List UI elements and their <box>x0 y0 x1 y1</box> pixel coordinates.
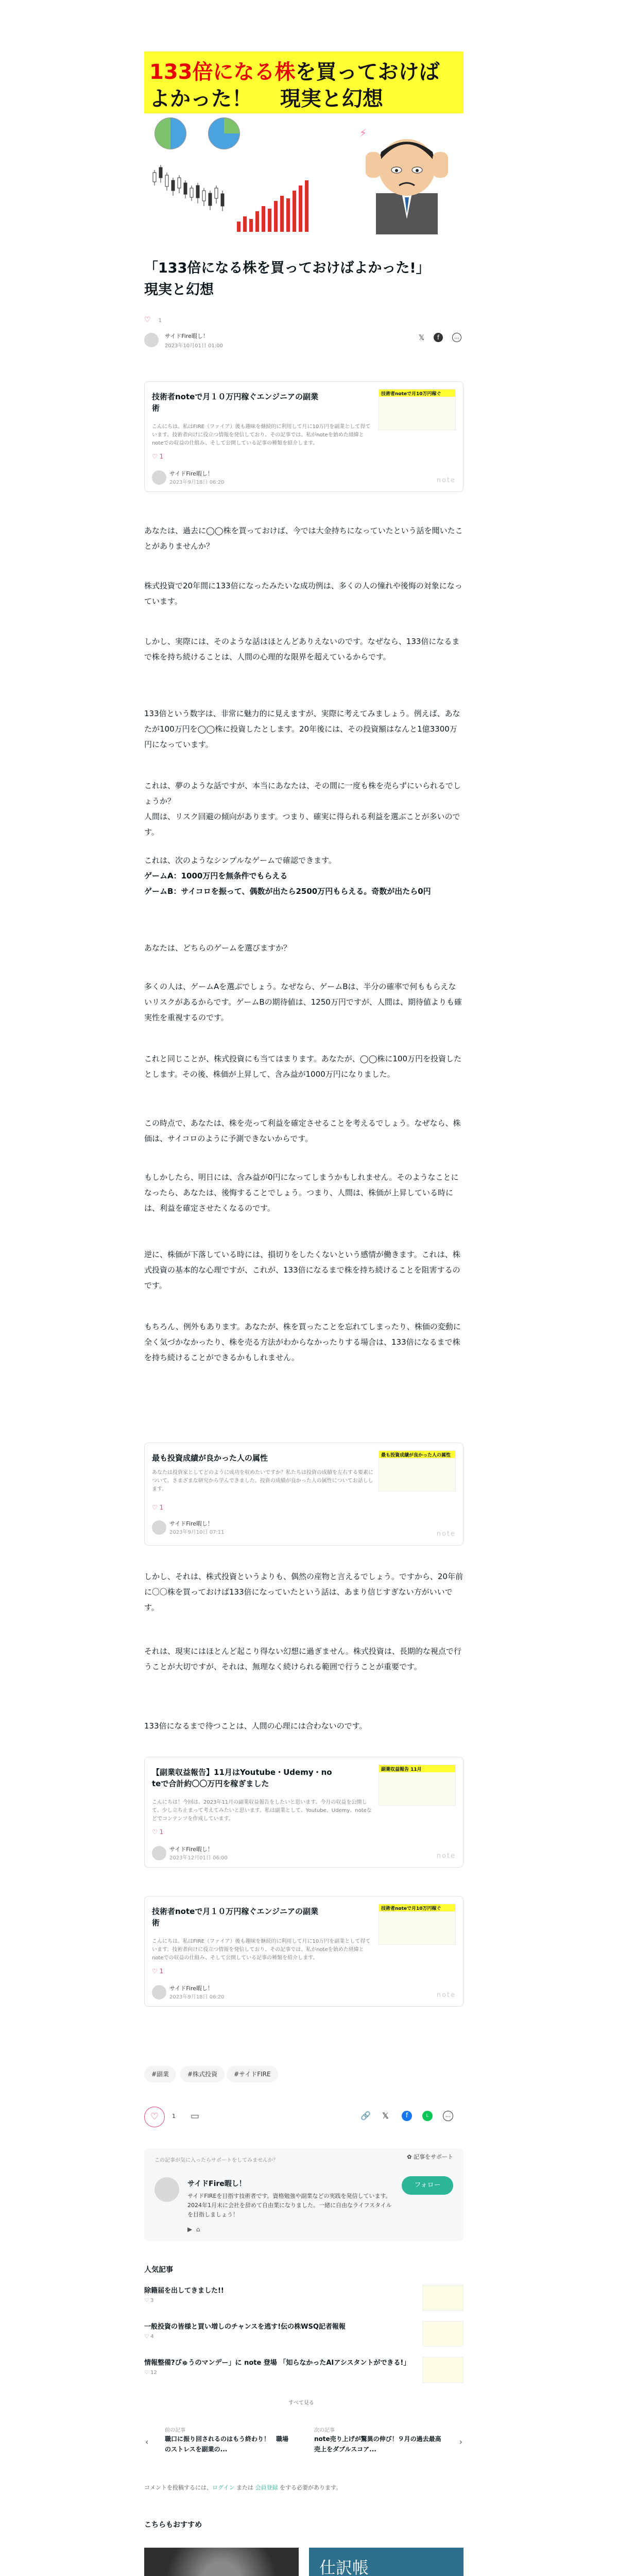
like-count-row <box>144 314 464 324</box>
embed-card[interactable]: 技術者noteで月１０万円稼ぐエンジニアの副業 術 こんにちは。私はFIRE（ファイア）後も趣味を継続的に利用して月に10万円を副業として得ています。技術者向けに役立つ情報を発信しており、その記事では、私がnoteを始めた経緯とnoteでの収益の仕組み、そして公開している記事の種類を紹介します。 技術者noteで月10万円稼ぐ ♡ 1 サイドFire暇し！ 2023年9月18日 06:20 note <box>144 1896 464 2007</box>
follow-button[interactable]: フォロー <box>402 2176 453 2195</box>
card-title: 技術者noteで月１０万円稼ぐエンジニアの副業 術 <box>152 392 318 413</box>
comment-icon[interactable]: ▭ <box>191 2111 200 2122</box>
paragraph: しかし、それは、株式投資というよりも、偶然の産物と言えるでしょう。ですから、20年前に〇〇株を買っておけば133倍になっていたという話は、あまり信じすぎない方がいいです。 <box>144 1572 463 1612</box>
card-date: 2023年9月10日 07:11 <box>169 1530 225 1535</box>
card-description: こんにちは。私はFIRE（ファイア）後も趣味を継続的に利用して月に10万円を副業として得ています。技術者向けに役立つ情報を発信しており、その記事では、私がnoteを始めた経緯とnoteでの収益の仕組み、そして公開している記事の種類を紹介します。 <box>152 1939 371 1961</box>
like-count: 1 <box>172 2113 176 2120</box>
chevron-right-icon: › <box>459 2437 462 2447</box>
paragraph: これと同じことが、株式投資にも当てはまります。あなたが、◯◯株に100万円を投資したとします。その後、株価が上昇して、含み益が1000万円になりました。 <box>144 1054 462 1079</box>
card-title: 最も投資成績が良かった人の属性 <box>152 1453 268 1463</box>
heart-icon: ♡ <box>152 1968 158 1975</box>
heart-icon: ♡ <box>152 1504 158 1511</box>
paragraph: あなたは、どちらのゲームを選びますか？ <box>144 943 291 953</box>
header-image <box>144 52 464 237</box>
popular-thumbnail <box>422 2357 464 2383</box>
card-title: 【副業収益報告】11月はYoutube・Udemy・no teで合計約〇〇万円を稼ぎました <box>152 1768 332 1788</box>
paragraph: もしかしたら、明日には、含み益が0円になってしまうかもしれません。そのようなことになったら、あなたは、後悔することでしょう。つまり、人間は、株価が上昇している時には、利益を確定させたくなるのです。 <box>144 1173 459 1213</box>
signup-link[interactable]: 会員登録 <box>255 2484 278 2491</box>
heart-icon: ♡ <box>152 453 158 460</box>
card-thumbnail: 副業収益報告 11月 <box>379 1765 456 1806</box>
card-date: 2023年9月18日 06:20 <box>169 480 225 485</box>
card-author: サイドFire暇し！ <box>169 1520 213 1527</box>
share-line-icon[interactable]: L <box>422 2111 433 2121</box>
avatar[interactable] <box>144 333 159 347</box>
card-date: 2023年12月01日 06:00 <box>169 1855 228 1861</box>
note-logo: note <box>436 477 456 484</box>
recommend-heading: こちらもおすすめ <box>144 2521 202 2529</box>
header-banner <box>144 52 464 113</box>
share-x-icon[interactable]: 𝕏 <box>418 334 424 342</box>
card-image <box>144 2548 299 2576</box>
comment-login-prompt: コメントを投稿するには、ログイン または 会員登録 をする必要があります。 <box>144 2484 342 2491</box>
support-button[interactable]: ✿ 記事をサポート <box>407 2154 453 2160</box>
candlestick-chart-icon <box>149 149 335 237</box>
card-date: 2023年9月18日 06:20 <box>169 1994 225 2000</box>
support-heading: この記事が気に入ったらサポートをしてみませんか？ <box>154 2158 278 2163</box>
author-bio: サイドFIREを目指す技術者です。資格勉強や副業などの実践を発信しています。2024年1月末に会社を辞めて自由業になりました。一緒に自由なライフスタイルを目指しましょう！ <box>187 2193 392 2218</box>
card-description: こんにちは！今回は、2023年11月の副業収益報告をしたいと思います。今月の収益を公開して、少し立ち止まって考えてみたいと思います。私は副業として、Youtube、Udemy、noteなどでコンテンツを作成しています。 <box>152 1800 372 1822</box>
see-all-link[interactable]: すべて見る <box>288 2400 314 2406</box>
embed-card[interactable]: 【副業収益報告】11月はYoutube・Udemy・no teで合計約〇〇万円を稼ぎました こんにちは！今回は、2023年11月の副業収益報告をしたいと思います。今月の収益を公開して、少し立ち止まって考えてみたいと思います。私は副業として、Youtube、Udemy、noteなどでコンテンツを作成しています。 副業収益報告 11月 ♡ 1 サイドFire暇し！ 2023年12月01日 06:00 note <box>144 1757 464 1868</box>
heart-icon: ♡ <box>144 2370 151 2376</box>
heart-icon: ♡ <box>152 1828 158 1836</box>
more-icon[interactable]: … <box>452 333 461 342</box>
banner-text-2: よかった！ 現実と幻想 <box>149 87 383 111</box>
avatar <box>152 1520 166 1535</box>
social-icons <box>187 2226 200 2233</box>
author-name[interactable]: サイドFire暇し！ <box>165 333 209 340</box>
chevron-left-icon: ‹ <box>145 2437 149 2447</box>
card-title: 技術者noteで月１０万円稼ぐエンジニアの副業 術 <box>152 1907 318 1927</box>
hashtag[interactable]: #株式投資 <box>180 2066 225 2082</box>
paragraph: これは、夢のような話ですが、本当にあなたは、その間に一度も株を売らずにいられるでしょうか？ 人間は、リスク回避の傾向があります。つまり、確実に得られる利益を選ぶことが多いのです。 <box>144 781 461 837</box>
popular-thumbnail <box>422 2321 464 2347</box>
worried-man-illustration <box>355 116 458 234</box>
support-icon: ✿ <box>407 2154 414 2160</box>
recommend-card[interactable] <box>309 2548 464 2576</box>
pie-chart-icon <box>154 117 186 149</box>
card-author: サイドFire暇し！ <box>169 1846 213 1853</box>
card-thumbnail: 技術者noteで月10万円稼ぐ <box>379 389 456 430</box>
heart-icon: ♡ <box>144 2334 151 2340</box>
prev-article-link[interactable]: ‹ 前の記事 職口に振り回されるのはもう終わり！ 職場のストレスを副業の... <box>145 2428 289 2453</box>
game-a: ゲームA：1000万円を無条件でもらえる <box>144 871 288 880</box>
hashtag[interactable]: #サイドFIRE <box>227 2066 278 2082</box>
note-logo: note <box>436 1991 456 1999</box>
hashtag[interactable]: #副業 <box>144 2066 176 2082</box>
author-box <box>144 2148 464 2241</box>
login-link[interactable]: ログイン <box>212 2484 235 2491</box>
banner-highlight: 133倍になる株 <box>149 60 296 84</box>
action-row <box>144 2105 464 2130</box>
pie-chart-icon <box>208 117 240 149</box>
note-logo: note <box>436 1530 456 1538</box>
embed-card[interactable]: 技術者noteで月１０万円稼ぐエンジニアの副業 術 こんにちは。私はFIRE（ファイア）後も趣味を継続的に利用して月に10万円を副業として得ています。技術者向けに役立つ情報を発信しており、その記事では、私がnoteを始めた経緯とnoteでの収益の仕組み、そして公開している記事の種類を紹介します。 技術者noteで月10万円稼ぐ ♡ 1 サイドFire暇し！ 2023年9月18日 06:20 note <box>144 381 464 492</box>
share-x-icon[interactable]: 𝕏 <box>382 2111 389 2121</box>
avatar <box>152 470 166 485</box>
paragraph: 株式投資で20年間に133倍になったみたいな成功例は、多くの人の憧れや後悔の対象になっています。 <box>144 581 462 606</box>
article-meta <box>144 330 464 352</box>
paragraph: 133倍になるまで待つことは、人間の心理には合わないのです。 <box>144 1721 367 1731</box>
publish-date: 2023年10月01日 01:00 <box>165 343 223 349</box>
paragraph: 多くの人は、ゲームAを選ぶでしょう。なぜなら、ゲームBは、半分の確率で何ももらえないリスクがあるからです。ゲームBの期待値は、1250万円ですが、人間は、期待値よりも確実性を重視するのです。 <box>144 982 462 1022</box>
card-description: こんにちは。私はFIRE（ファイア）後も趣味を継続的に利用して月に10万円を副業として得ています。技術者向けに役立つ情報を発信しており、その記事では、私がnoteを始めた経緯とnoteでの収益の仕組み、そして公開している記事の種類を紹介します。 <box>152 424 371 446</box>
paragraph: 逆に、株価が下落している時には、損切りをしたくないという感情が働きます。これは、株式投資の基本的な心理ですが、これが、133倍になるまで株を持ち続けることを阻害するのです。 <box>144 1250 460 1290</box>
card-author: サイドFire暇し！ <box>169 1985 213 1992</box>
recommend-card[interactable] <box>144 2548 299 2576</box>
avatar[interactable] <box>154 2177 179 2202</box>
popular-item[interactable]: 一般投資の皆様と買い増しのチャンスを逃す!伝の株WSQ記者報報 ♡ 4 <box>144 2321 464 2352</box>
more-icon[interactable]: … <box>443 2111 453 2121</box>
heart-icon: ♡ <box>144 2298 151 2303</box>
heart-icon[interactable]: ♡ <box>144 316 151 324</box>
avatar <box>152 1985 166 1999</box>
link-icon[interactable]: 🔗 <box>360 2111 371 2121</box>
paragraph: この時点で、あなたは、株を売って利益を確定させることを考えるでしょう。なぜなら、株価は、サイコロのように予測できないからです。 <box>144 1118 461 1143</box>
card-author: サイドFire暇し！ <box>169 470 213 477</box>
paragraph: もちろん、例外もあります。あなたが、株を買ったことを忘れてしまったり、株価の変動に全く気づかなかったり、株を売る方法がわからなかったりする場合は、133倍になるまで株を持ち続けることができるかもしれません。 <box>144 1322 461 1362</box>
paragraph: しかし、実際には、そのような話はほとんどありえないのです。なぜなら、133倍になるまで株を持ち続けることは、人間の心理的な限界を超えているからです。 <box>144 637 460 662</box>
page-title: 「133倍になる株を買っておけばよかった!」 現実と幻想 <box>144 260 430 298</box>
note-logo: note <box>436 1852 456 1860</box>
home-icon[interactable]: ⌂ <box>196 2226 200 2233</box>
share-facebook-icon[interactable]: f <box>434 333 443 342</box>
svg-text:⚡: ⚡ <box>359 127 367 139</box>
popular-item[interactable]: 情報整備?ぴゅうのマンデー」に note 登場 「知らなかったAIアシスタントができる!」 ♡ 12 <box>144 2357 464 2388</box>
banner-text-1: を買っておけば <box>295 60 440 84</box>
popular-item[interactable]: 除籍届を出してきました!! ♡ 3 <box>144 2285 464 2316</box>
embed-card[interactable]: 最も投資成績が良かった人の属性 あなたは投資家としてどのように成功を収めたいですか？私たちは投資の成績を左右する要素について、さまざまな研究から学んできました。投資の成績が良かった人の属性についてお話しします。 最も投資成績が良かった人の属性 ♡ 1 サイドFire暇し！ 2023年9月10日 07:11 note <box>144 1443 464 1546</box>
card-thumbnail: 技術者noteで月10万円稼ぐ <box>379 1904 456 1945</box>
card-description: あなたは投資家としてどのように成功を収めたいですか？私たちは投資の成績を左右する要素について、さまざまな研究から学んできました。投資の成績が良かった人の属性についてお話しします。 <box>152 1470 373 1492</box>
game-b: ゲームB：サイコロを振って、偶数が出たら2500万円もらえる。奇数が出たら0円 <box>144 887 431 896</box>
paragraph: これは、次のようなシンプルなゲームで確認できます。 ゲームA：1000万円を無条件でもらえる ゲームB：サイコロを振って、偶数が出たら2500万円もらえる。奇数が出たら0円 <box>144 853 464 899</box>
next-article-link[interactable]: 次の記事 note売り上げが驚異の伸び！９月の過去最高売上をダブルスコア... › <box>314 2428 462 2453</box>
paragraph: あなたは、過去に◯◯株を買っておけば、今では大金持ちになっていたという話を聞いたことがありませんか？ <box>144 526 463 551</box>
paragraph: 133倍という数字は、非常に魅力的に見えますが、実際に考えてみましょう。例えば、あなたが100万円を◯◯株に投資したとします。20年後には、その投資額はなんと1億3300万円になっています。 <box>144 709 460 749</box>
paragraph: それは、現実にはほとんど起こり得ない幻想に過ぎません。株式投資は、長期的な視点で行うことが大切ですが、それは、無理なく続けられる範囲で行うことが重要です。 <box>144 1647 461 1671</box>
popular-heading: 人気記事 <box>144 2266 173 2274</box>
popular-thumbnail <box>422 2285 464 2311</box>
youtube-icon[interactable]: ▶ <box>187 2226 193 2233</box>
prev-next-nav <box>144 2421 464 2468</box>
like-button[interactable]: ♡ <box>144 2107 165 2127</box>
card-image: 仕訳帳 <box>309 2548 464 2576</box>
author-name[interactable]: サイドFire暇し！ <box>187 2180 246 2188</box>
avatar <box>152 1846 166 1860</box>
card-thumbnail: 最も投資成績が良かった人の属性 <box>379 1450 456 1492</box>
share-facebook-icon[interactable]: f <box>402 2111 412 2121</box>
like-count: 1 <box>158 318 162 324</box>
